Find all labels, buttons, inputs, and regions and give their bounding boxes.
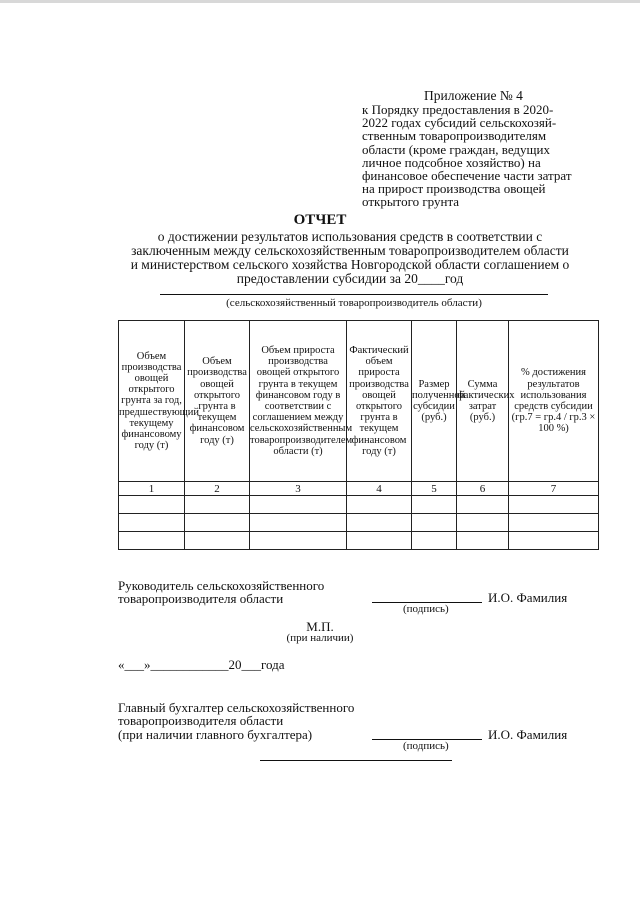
report-subtitle	[100, 230, 600, 286]
appendix-line: 2022 годах субсидий сельскохозяй-	[362, 115, 557, 131]
accountant-label: Главный бухгалтер сельскохозяйственного	[118, 700, 355, 715]
column-number: 2	[185, 482, 250, 496]
table-cell	[412, 532, 457, 550]
subtitle-line: и министерством сельского хозяйства Новгородской области соглашением о	[130, 257, 570, 272]
column-number: 3	[250, 482, 347, 496]
table-row	[119, 514, 599, 532]
table-cell	[185, 532, 250, 550]
table-cell	[509, 514, 599, 532]
column-number: 5	[412, 482, 457, 496]
head-label: товаропроизводителя области	[118, 591, 284, 606]
table-cell	[119, 514, 185, 532]
table-cell	[509, 496, 599, 514]
appendix-body	[362, 103, 572, 209]
subtitle-line: о достижении результатов использования средств в соответствии с	[157, 229, 543, 244]
table-cell	[185, 514, 250, 532]
column-header: Сумма фактических затрат (руб.)	[457, 321, 509, 482]
accountant-signature-caption: (подпись)	[403, 740, 449, 752]
table-cell	[185, 496, 250, 514]
accountant-name: И.О. Фамилия	[488, 727, 568, 742]
table-cell	[119, 532, 185, 550]
appendix-line: к Порядку предоставления в 2020-	[362, 102, 554, 117]
table-cell	[509, 532, 599, 550]
column-header: Объем производства овощей открытого грунта за год, предшествующий текущему финансовому году (т)	[119, 321, 185, 482]
stamp-label: М.П.	[306, 619, 334, 634]
scan-edge	[0, 0, 640, 3]
appendix-line: на прирост производства овощей	[362, 181, 546, 197]
appendix-line: финансовое обеспечение части затрат	[362, 168, 572, 184]
table-cell	[347, 514, 412, 532]
table-cell	[412, 496, 457, 514]
table-cell	[457, 532, 509, 550]
column-number: 6	[457, 482, 509, 496]
table-row	[119, 496, 599, 514]
column-header: Размер полученной субсидии (руб.)	[412, 321, 457, 482]
column-header: Объем производства овощей открытого грунта в текущем финансовом году (т)	[185, 321, 250, 482]
table-row	[119, 532, 599, 550]
stamp-note: (при наличии)	[286, 632, 354, 644]
date-line: «___»____________20___года	[118, 657, 285, 672]
table-cell	[457, 514, 509, 532]
head-label: Руководитель сельскохозяйственного	[118, 578, 325, 593]
table-cell	[250, 514, 347, 532]
report-table	[118, 320, 599, 550]
column-header: Объем прироста производства овощей открытого грунта в текущем финансовом году в соответствии с соглашением между сельскохозяйственным товаропроизводителем области (т)	[250, 321, 347, 482]
appendix-title: Приложение № 4	[424, 88, 523, 103]
table-cell	[119, 496, 185, 514]
appendix-line: открытого грунта	[362, 194, 460, 210]
column-header: % достижения результатов использования средств субсидии (гр.7 = гр.4 / гр.3 × 100 %)	[509, 321, 599, 482]
appendix-line: личное подсобное хозяйство) на	[362, 154, 541, 170]
accountant-label: (при наличии главного бухгалтера)	[118, 727, 313, 742]
head-name: И.О. Фамилия	[488, 590, 568, 605]
accountant-label: товаропроизводителя области	[118, 713, 284, 728]
producer-fill-line	[160, 294, 548, 295]
table-cell	[457, 496, 509, 514]
column-number: 4	[347, 482, 412, 496]
table-cell	[412, 514, 457, 532]
report-title: ОТЧЕТ	[293, 212, 347, 228]
column-header: Фактический объем прироста производства овощей открытого грунта в текущем финансовом году (т)	[347, 321, 412, 482]
appendix-line: ственным товаропроизводителям	[362, 128, 547, 144]
subtitle-line: заключенным между сельскохозяйственным товаропроизводителем области	[131, 243, 569, 258]
table-cell	[347, 496, 412, 514]
column-number: 1	[119, 482, 185, 496]
producer-caption: (сельскохозяйственный товаропроизводитель области)	[226, 297, 482, 309]
closing-rule	[260, 760, 452, 761]
head-signature-caption: (подпись)	[403, 603, 449, 615]
appendix-line: области (кроме граждан, ведущих	[362, 141, 551, 157]
column-number: 7	[509, 482, 599, 496]
table-cell	[250, 496, 347, 514]
table-cell	[347, 532, 412, 550]
subtitle-line: предоставлении субсидии за 20____год	[236, 271, 464, 286]
table-cell	[250, 532, 347, 550]
